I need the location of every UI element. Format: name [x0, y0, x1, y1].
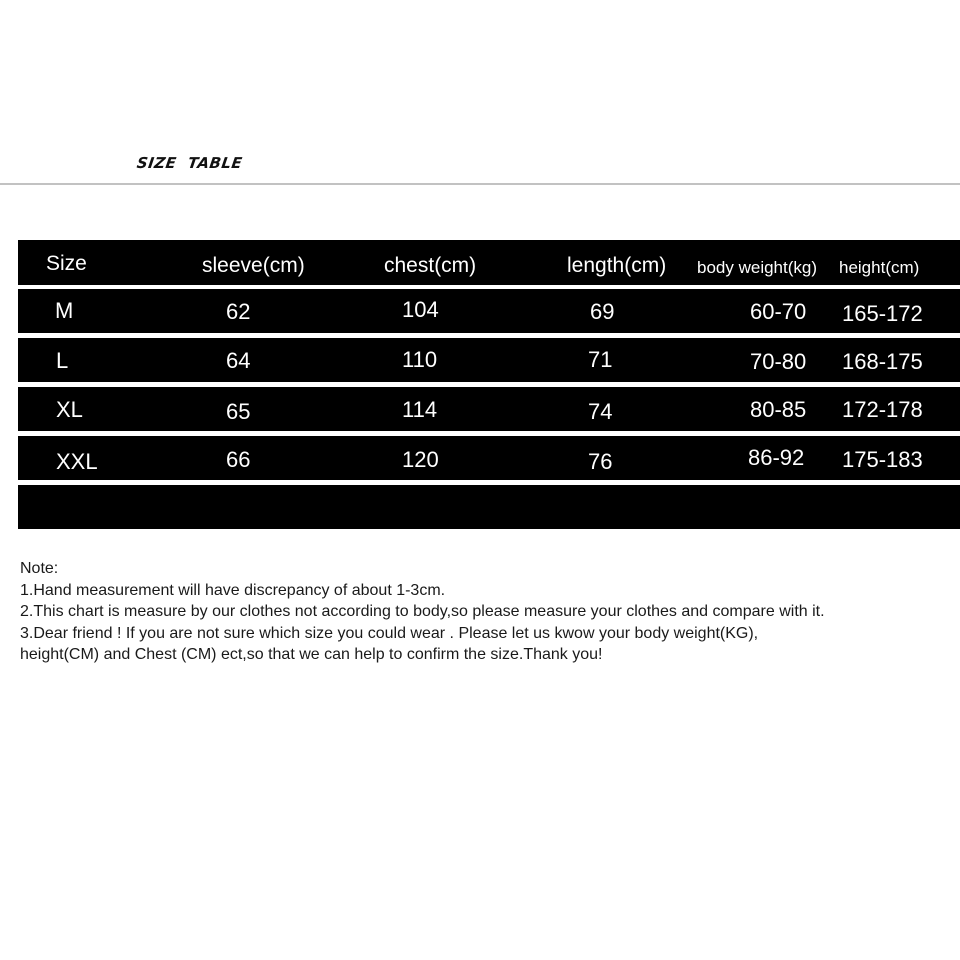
table-row	[18, 436, 960, 480]
cell-chest: 110	[402, 347, 438, 372]
cell-length: 71	[588, 347, 613, 372]
header-chest: chest(cm)	[384, 254, 477, 277]
cell-size: XXL	[56, 449, 98, 474]
cell-length: 69	[590, 299, 615, 324]
cell-height: 165-172	[842, 301, 923, 326]
table-row	[18, 338, 960, 382]
cell-chest: 104	[402, 297, 439, 322]
note-line-3: 3.Dear friend ! If you are not sure which size you could wear . Please let us kwow your body weight(KG),	[20, 624, 759, 642]
cell-chest: 114	[402, 397, 438, 422]
cell-body-weight: 70-80	[750, 349, 807, 374]
table-row	[18, 289, 960, 333]
cell-body-weight: 80-85	[750, 397, 807, 422]
table-header-row	[18, 240, 960, 285]
table-empty-row	[18, 485, 960, 529]
cell-size: M	[55, 298, 74, 323]
header-height: height(cm)	[839, 258, 920, 277]
note-line-3-continued: height(CM) and Chest (CM) ect,so that we can help to confirm the size.Thank you!	[20, 646, 603, 663]
notes-section	[20, 558, 950, 666]
header-sleeve: sleeve(cm)	[202, 254, 305, 277]
cell-chest: 120	[402, 447, 439, 472]
size-table-title: SIZE TABLE	[135, 154, 244, 172]
cell-length: 74	[588, 399, 613, 424]
cell-sleeve: 64	[226, 348, 251, 373]
note-line-2: 2.This chart is measure by our clothes not according to body,so please measure your clothes and compare with it.	[20, 603, 825, 620]
cell-height: 175-183	[842, 447, 923, 472]
cell-height: 168-175	[842, 349, 923, 374]
cell-body-weight: 86-92	[748, 445, 805, 470]
cell-length: 76	[588, 449, 613, 474]
header-size: Size	[46, 252, 87, 275]
note-line-1: 1.Hand measurement will have discrepancy of about 1-3cm.	[20, 581, 446, 599]
cell-height: 172-178	[842, 397, 923, 422]
cell-sleeve: 62	[226, 299, 251, 324]
cell-sleeve: 66	[226, 447, 251, 472]
cell-size: XL	[56, 397, 83, 422]
cell-size: L	[56, 348, 69, 373]
cell-body-weight: 60-70	[750, 299, 807, 324]
cell-sleeve: 65	[226, 399, 251, 424]
header-length: length(cm)	[567, 254, 667, 277]
notes-heading: Note:	[20, 560, 59, 577]
table-row	[18, 387, 960, 431]
title-divider	[0, 183, 960, 185]
header-body-weight: body weight(kg)	[697, 258, 818, 277]
